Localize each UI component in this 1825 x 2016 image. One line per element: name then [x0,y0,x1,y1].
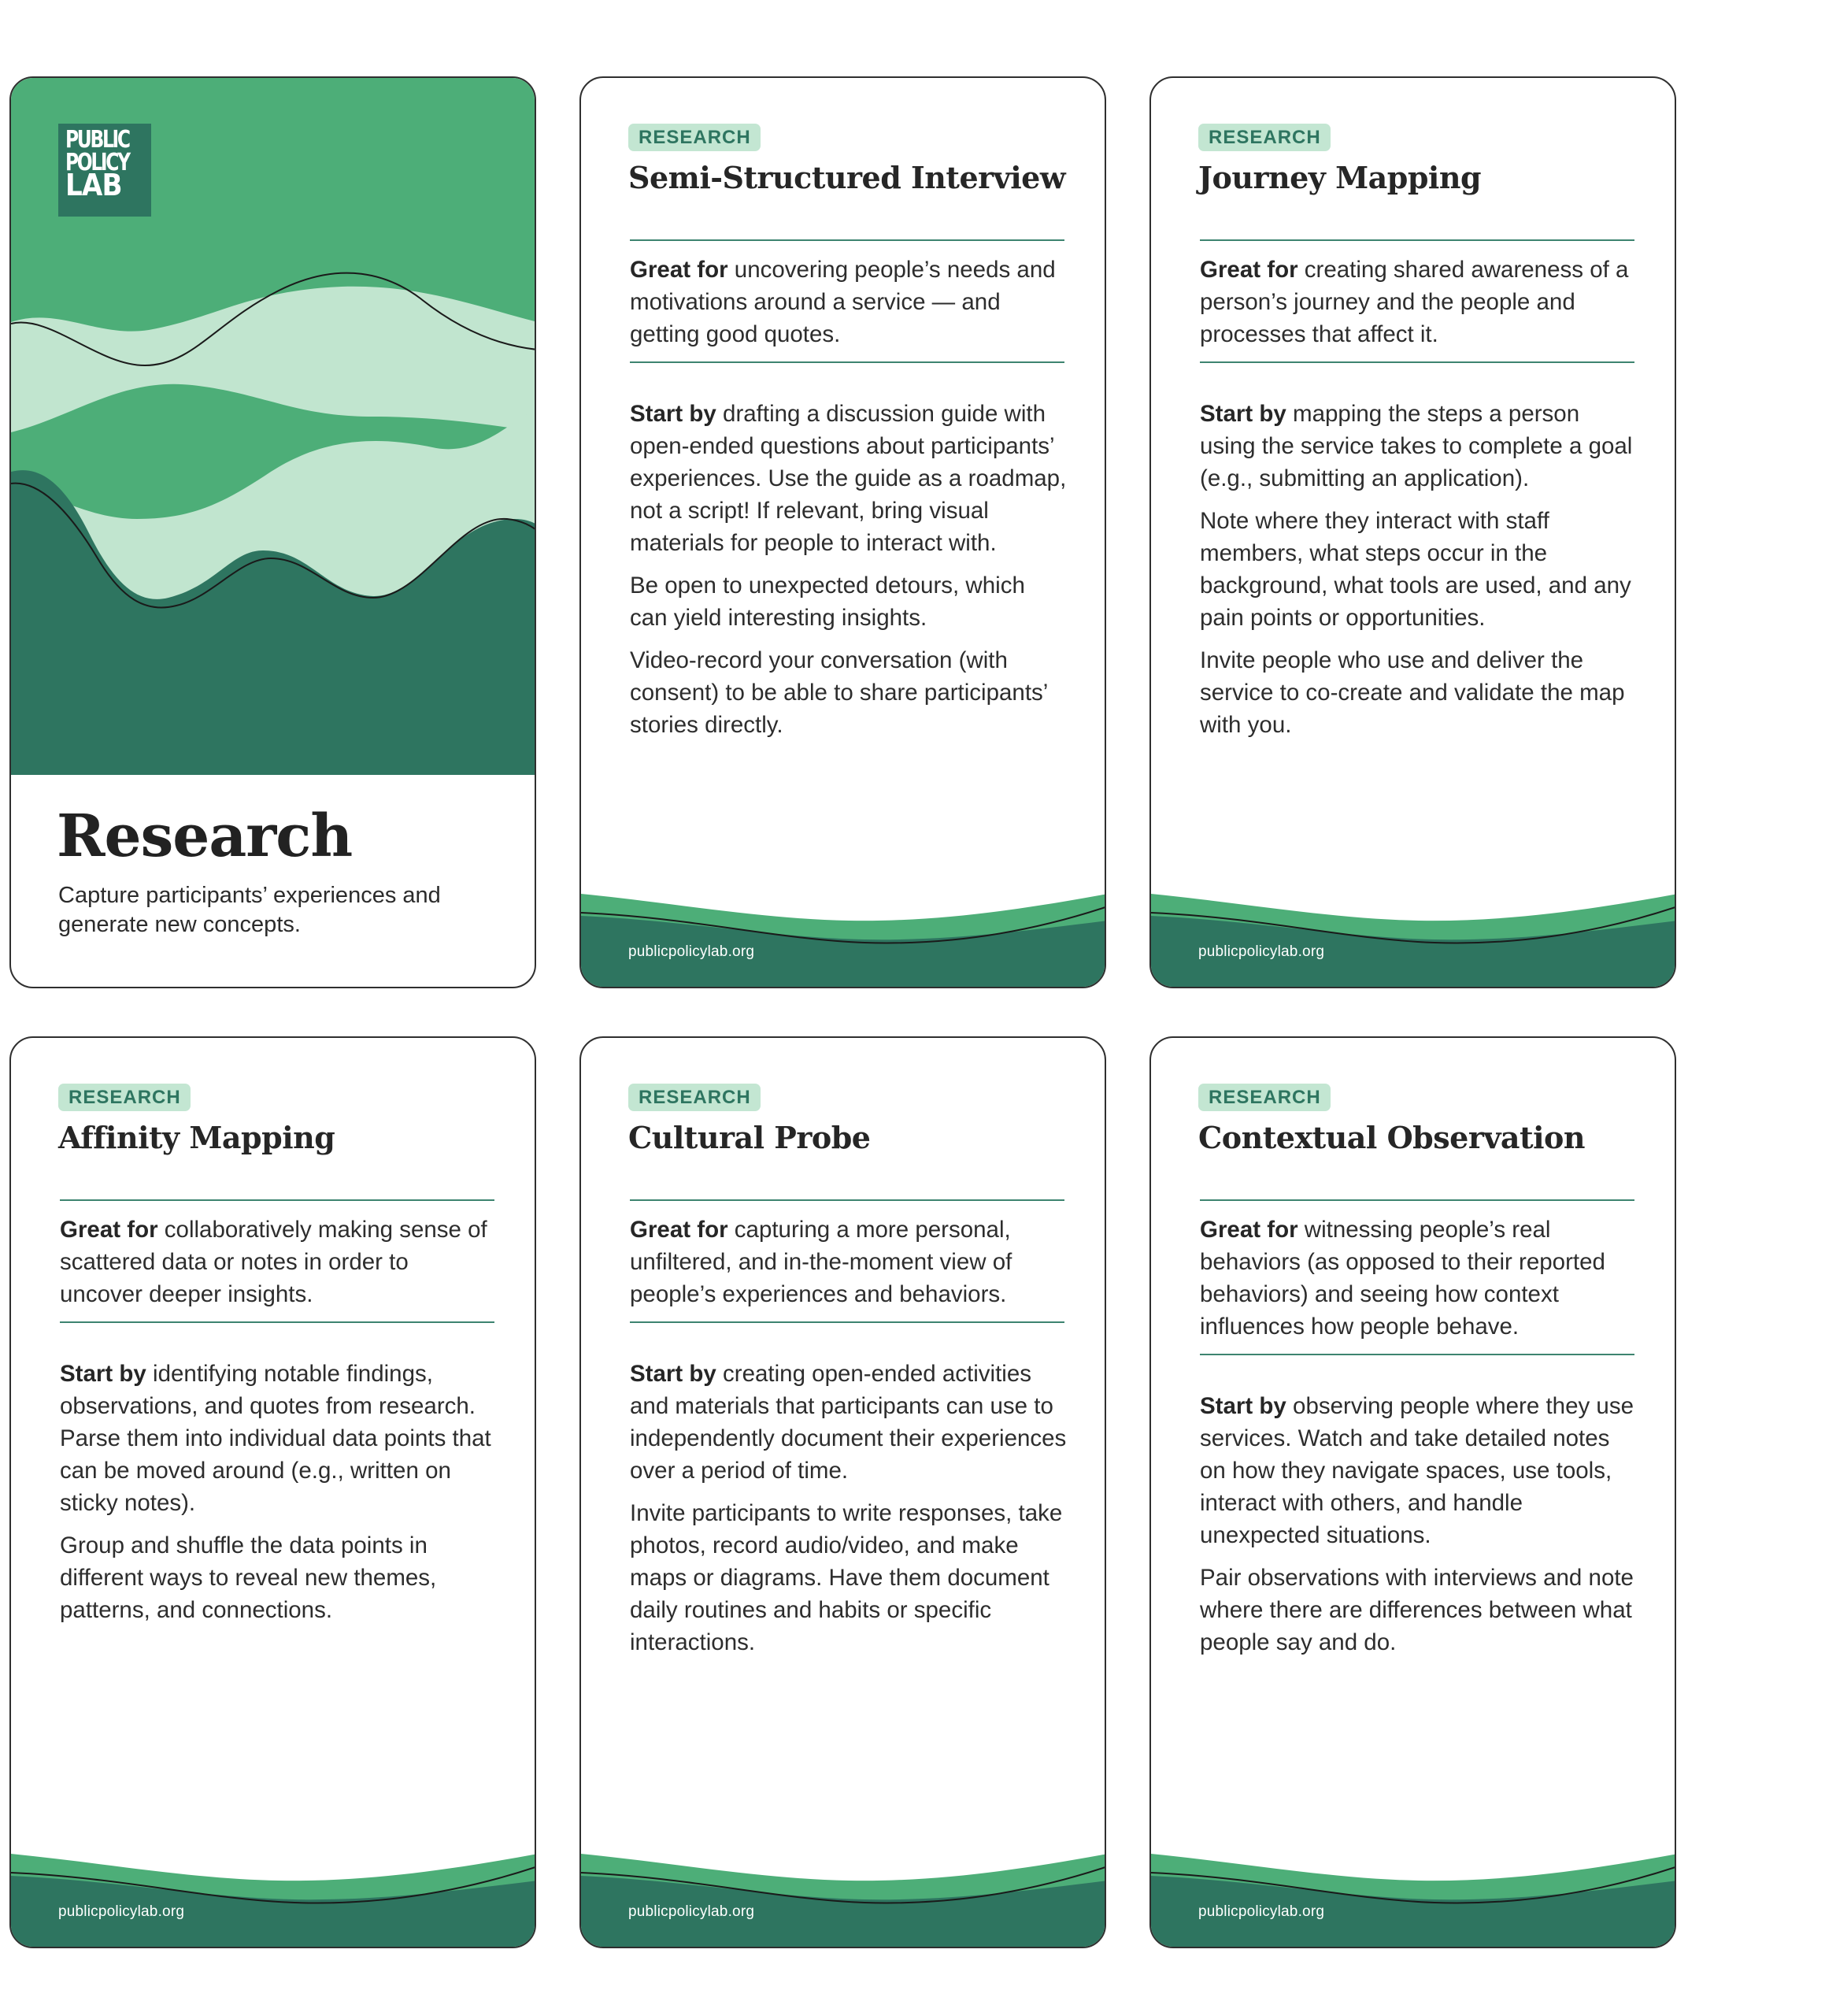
start-by-label: Start by [630,1361,716,1387]
start-by-section [1200,1390,1637,1658]
category-tag: RESEARCH [628,1084,761,1111]
website-url: publicpolicylab.org [628,1903,755,1920]
card-body [60,1199,497,1636]
card-body [1200,239,1637,751]
great-for-text [1200,1214,1637,1343]
start-by-section [60,1358,497,1626]
start-by-label: Start by [60,1361,146,1387]
divider [1200,361,1634,363]
tip-paragraph: Group and shuffle the data points in different ways to reveal new themes, patterns, and connections. [60,1532,437,1623]
divider [630,1199,1064,1201]
divider [630,1321,1064,1323]
cover-subtitle: Capture participants’ experiences and generate new concepts. [58,883,441,937]
great-for-description: capturing a more personal, unfiltered, and in-the-moment view of people’s experiences and behaviors. [630,1217,1012,1307]
start-by-label: Start by [1200,401,1286,427]
cover-title: Research [57,802,353,870]
divider [1200,1199,1634,1201]
start-by-text [1200,1390,1637,1551]
divider [630,239,1064,241]
great-for-label: Great for [1200,257,1298,283]
divider [630,361,1064,363]
great-for-description: creating shared awareness of a person’s journey and the people and processes that affect it. [1200,257,1629,347]
tip-paragraph: Invite people who use and deliver the service to co-create and validate the map with you. [1200,647,1625,738]
start-by-text [1200,398,1637,495]
start-by-text [630,1358,1067,1487]
start-by-description: mapping the steps a person using the service takes to complete a goal (e.g., submitting an application). [1200,401,1633,491]
divider [1200,1354,1634,1355]
card-title: Cultural Probe [628,1120,871,1155]
start-by-section [630,1358,1067,1658]
great-for-description: witnessing people’s real behaviors (as opposed to their reported behaviors) and seeing how context influences how people behave. [1200,1217,1605,1340]
category-tag: RESEARCH [628,124,761,151]
great-for-text [630,1214,1067,1310]
start-by-description: drafting a discussion guide with open-ended questions about participants’ experiences. Use the guide as a roadmap, not a script! If relevant, bring visual materials for people to interact with. [630,401,1067,556]
method-card-semi-structured-interview [579,76,1106,988]
start-by-description: creating open-ended activities and materials that participants can use to independently document their experiences over a period of time. [630,1361,1067,1484]
method-card-cultural-probe [579,1036,1106,1948]
logo-line-1: PUBLIC [65,126,129,154]
tip-paragraph: Pair observations with interviews and note where there are differences between what people say and do. [1200,1565,1634,1655]
footer-wave [1151,894,1676,987]
great-for-label: Great for [60,1217,158,1243]
start-by-text [60,1358,497,1519]
method-card-affinity-mapping [9,1036,536,1948]
card-title: Semi-Structured Interview [628,160,1066,195]
category-tag: RESEARCH [58,1084,191,1111]
divider [60,1199,494,1201]
public-policy-lab-logo [58,124,151,217]
great-for-label: Great for [630,1217,728,1243]
tip-paragraph: Note where they interact with staff members, what steps occur in the background, what tools are used, and any pain points or opportunities. [1200,508,1631,631]
method-card-contextual-observation [1149,1036,1676,1948]
cover-card [9,76,536,988]
website-url: publicpolicylab.org [1198,943,1325,960]
website-url: publicpolicylab.org [1198,1903,1325,1920]
start-by-text [630,398,1067,559]
start-by-label: Start by [1200,1393,1286,1419]
footer-wave [581,1854,1106,1947]
website-url: publicpolicylab.org [58,1903,185,1920]
start-by-description: observing people where they use services. Watch and take detailed notes on how they navigate spaces, use tools, interact with others, and handle unexpected situations. [1200,1393,1634,1548]
start-by-description: identifying notable findings, observations, and quotes from research. Parse them into individual data points that can be moved around (e.g., written on sticky notes). [60,1361,491,1516]
start-by-label: Start by [630,401,716,427]
logo-line-2: POLICY [65,149,129,176]
card-body [630,239,1067,751]
great-for-label: Great for [630,257,728,283]
method-card-journey-mapping [1149,76,1676,988]
footer-wave [11,1854,536,1947]
category-tag: RESEARCH [1198,124,1331,151]
website-url: publicpolicylab.org [628,943,755,960]
start-by-section [630,398,1067,741]
card-body [630,1199,1067,1669]
start-by-section [1200,398,1637,741]
divider [60,1321,494,1323]
footer-wave [1151,1854,1676,1947]
tip-paragraph: Be open to unexpected detours, which can yield interesting insights. [630,573,1025,631]
card-title: Contextual Observation [1198,1120,1585,1155]
great-for-text [60,1214,497,1310]
category-tag: RESEARCH [1198,1084,1331,1111]
great-for-text [630,254,1067,350]
tip-paragraph: Video-record your conversation (with consent) to be able to share participants’ stories directly. [630,647,1048,738]
card-title: Journey Mapping [1198,160,1482,195]
great-for-text [1200,254,1637,350]
divider [1200,239,1634,241]
footer-wave [581,894,1106,987]
logo-line-3: LAB [65,168,122,202]
great-for-label: Great for [1200,1217,1298,1243]
great-for-description: uncovering people’s needs and motivations around a service — and getting good quotes. [630,257,1056,347]
tip-paragraph: Invite participants to write responses, take photos, record audio/video, and make maps or diagrams. Have them document daily routines and habits or specific interactions. [630,1500,1063,1655]
card-title: Affinity Mapping [58,1120,335,1155]
card-body [1200,1199,1637,1669]
great-for-description: collaboratively making sense of scattered data or notes in order to uncover deeper insights. [60,1217,487,1307]
